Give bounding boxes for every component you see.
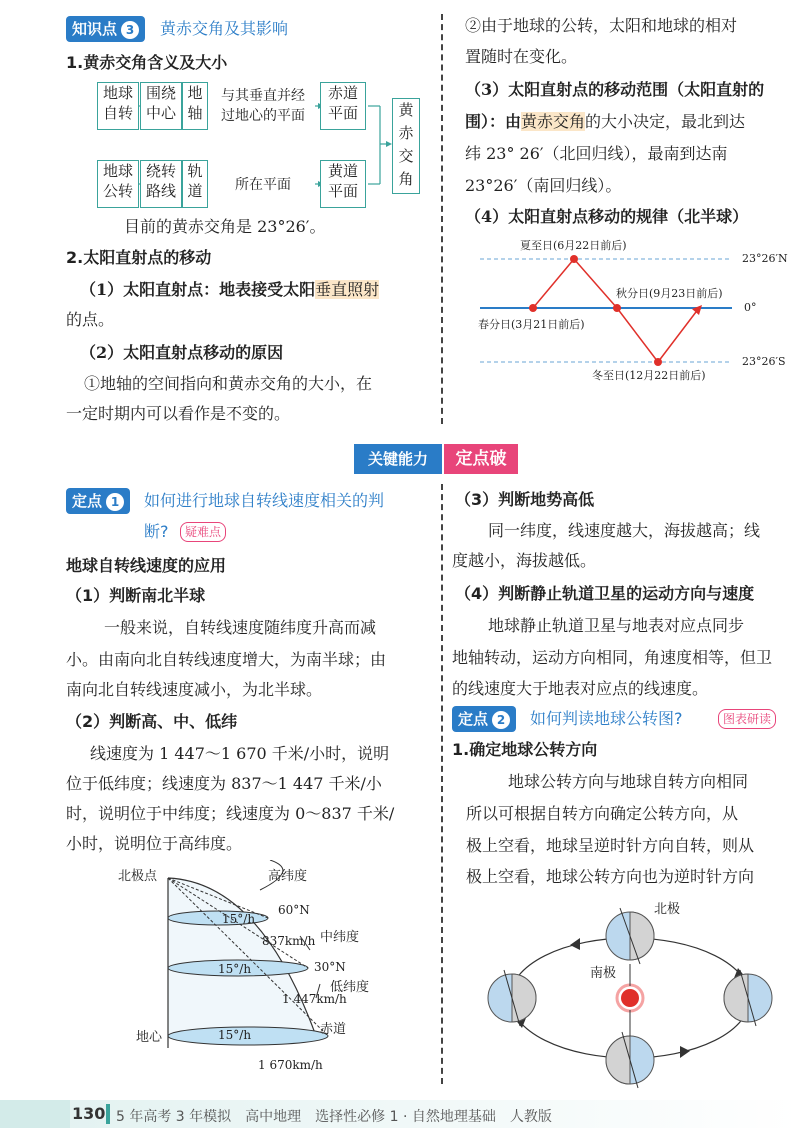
column-divider-top [441, 14, 443, 424]
elevation-heading: （3）判断地势高低 [455, 490, 595, 509]
satellite-line-2: 地轴转动，运动方向相同，角速度相等，但卫 [452, 648, 773, 667]
highlight-obliquity: 黄赤交角 [521, 112, 586, 131]
speed-1670-label: 1 670km/h [258, 1058, 323, 1072]
satellite-line-1: 地球静止轨道卫星与地表对应点同步 [488, 616, 745, 635]
page-number: 130 [72, 1104, 106, 1123]
focus-2-title: 如何判读地球公转图? [530, 709, 683, 728]
speed-1447-label: 1 447km/h [282, 992, 347, 1006]
lat-60-label: 60°N [278, 903, 310, 917]
heading-2: 2.太阳直射点的移动 [66, 248, 212, 267]
reason-2a: ②由于地球的公转，太阳和地球的相对 [465, 16, 738, 35]
direction-line-4: 极上空看，地球公转方向也为逆时针方向 [466, 867, 755, 886]
focus-1-title: 如何进行地球自转线速度相关的判 [144, 491, 385, 510]
heading-1: 1.黄赤交角含义及大小 [66, 53, 228, 72]
box-text: 绕转 [145, 162, 176, 180]
subpoint-1 [80, 280, 379, 300]
tag-number: 1 [106, 493, 124, 511]
perpendicular-plane-text [210, 86, 316, 126]
box-obliquity [392, 98, 420, 194]
lat-30-label: 30°N [314, 960, 346, 974]
box-text: 平面 [327, 182, 358, 200]
subpoint-2: （2）太阳直射点移动的原因 [80, 343, 284, 362]
hemisphere-line-3: 南向北自转线速度减小，为北半球。 [66, 680, 323, 699]
velocity-heading: 地球自转线速度的应用 [66, 556, 227, 575]
chart-reading-stamp: 图表研读 [718, 709, 776, 729]
winter-solstice-label: 冬至日(12月22日前后) [592, 369, 706, 382]
hemisphere-line-1: 一般来说，自转线速度随纬度升高而减 [104, 618, 377, 637]
footer-text: 5 年高考 3 年模拟 高中地理 选择性必修 1 · 自然地理基础 人教版 [116, 1109, 552, 1125]
velocity-figure-drawing [120, 860, 440, 1070]
difficulty-stamp: 疑难点 [180, 522, 226, 542]
focus-1-title-cont: 断? [144, 522, 169, 541]
latitude-line-1: 线速度为 1 447～1 670 千米/小时，说明 [90, 744, 390, 763]
box-axis [182, 82, 208, 130]
tag-number: 2 [492, 711, 510, 729]
direction-heading: 1.确定地球公转方向 [452, 740, 598, 759]
range-north: 纬 23° 26′（北回归线），最南到达南 [465, 144, 728, 163]
box-ecliptic-plane [320, 160, 366, 208]
box-text: 角 [398, 170, 414, 188]
subpoint-4: （4）太阳直射点移动的规律（北半球） [465, 207, 749, 226]
box-text: 地球 [102, 84, 133, 102]
section-title: 黄赤交角及其影响 [160, 19, 289, 38]
highlight-vertical: 垂直照射 [315, 280, 380, 299]
box-text: 平面 [327, 104, 358, 122]
orbit-plane-text: 所在平面 [235, 177, 291, 193]
angle-1-label: 15°/h [222, 912, 256, 926]
box-earth-rotation [97, 82, 139, 130]
reason-1b: 一定时期内可以看作是不变的。 [66, 404, 291, 423]
direction-line-1: 地球公转方向与地球自转方向相同 [508, 772, 749, 791]
box-earth-revolution [97, 160, 139, 208]
diagram-text: 与其垂直并经 [221, 88, 305, 104]
box-text: 黄 [398, 101, 414, 119]
box-text: 公转 [102, 182, 133, 200]
latitude-line-3: 时，说明位于中纬度；线速度为 0～837 千米/ [66, 804, 395, 823]
box-text: 路线 [145, 182, 176, 200]
hemisphere-heading: （1）判断南北半球 [66, 586, 206, 605]
diagram-text: 过地心的平面 [221, 108, 305, 124]
footer-accent [0, 1100, 70, 1128]
range-south: 23°26′（南回归线）。 [465, 176, 622, 195]
autumn-equinox-label: 秋分日(9月23日前后) [616, 287, 723, 300]
range-text [465, 112, 745, 132]
tropic-north-label: 23°26′N [742, 252, 788, 265]
box-text: 自转 [102, 104, 133, 122]
focus-point-2-tag [452, 706, 516, 732]
column-divider-bottom [441, 484, 443, 1084]
north-pole-label: 北极点 [118, 869, 158, 884]
box-text: 道 [187, 182, 203, 200]
box-text: 黄道 [327, 162, 358, 180]
banner-left: 关键能力 [354, 444, 442, 474]
page-number-bar [106, 1104, 110, 1124]
elevation-line-1: 同一纬度，线速度越大，海拔越高；线 [488, 521, 761, 540]
box-orbit-path [140, 160, 182, 208]
box-around-center [140, 82, 182, 130]
angle-3-label: 15°/h [218, 1028, 252, 1042]
hemisphere-line-2: 小。由南向北自转线速度增大，为南半球；由 [66, 650, 387, 669]
subpoint-3: （3）太阳直射点的移动范围（太阳直射的 [465, 80, 765, 99]
banner-right: 定点破 [444, 444, 518, 474]
low-latitude-label: 低纬度 [330, 980, 370, 995]
tag-label: 定点 [72, 492, 103, 510]
equator-label: 0° [744, 301, 757, 314]
box-text: 轴 [187, 104, 203, 122]
box-text: 地 [187, 84, 203, 102]
equator-label: 赤道 [320, 1022, 347, 1037]
tag-number: 3 [121, 21, 139, 39]
box-text: 中心 [145, 104, 176, 122]
subpoint-1-cont: 的点。 [66, 310, 115, 329]
box-orbit [182, 160, 208, 208]
range-prefix: 围）：由 [465, 112, 522, 131]
latitude-line-4: 小时，说明位于高纬度。 [66, 834, 243, 853]
tag-label: 定点 [458, 710, 489, 728]
mid-latitude-label: 中纬度 [320, 930, 360, 945]
high-latitude-label: 高纬度 [268, 869, 308, 884]
tag-label: 知识点 [72, 20, 118, 38]
subpoint-1-text: （1）太阳直射点：地表接受太阳 [80, 280, 316, 299]
range-suffix: 的大小决定，最北到达 [585, 112, 746, 131]
latitude-heading: （2）判断高、中、低纬 [66, 712, 238, 731]
latitude-line-2: 位于低纬度；线速度为 837～1 447 千米/小 [66, 774, 382, 793]
tropic-south-label: 23°26′S [742, 355, 786, 368]
box-text: 轨 [187, 162, 203, 180]
angle-2-label: 15°/h [218, 962, 252, 976]
box-text: 地球 [102, 162, 133, 180]
south-pole-label: 南极 [590, 966, 617, 981]
satellite-heading: （4）判断静止轨道卫星的运动方向与速度 [455, 584, 755, 603]
reason-1a: ①地轴的空间指向和黄赤交角的大小，在 [84, 374, 373, 393]
focus-point-1-tag [66, 488, 130, 514]
current-obliquity: 目前的黄赤交角是 23°26′。 [124, 217, 326, 236]
knowledge-point-tag [66, 16, 145, 42]
box-equatorial-plane [320, 82, 366, 130]
direction-line-3: 极上空看，地球呈逆时针方向自转，则从 [466, 836, 755, 855]
spring-equinox-label: 春分日(3月21日前后) [478, 318, 585, 331]
box-text: 赤道 [327, 84, 358, 102]
direction-line-2: 所以可根据自转方向确定公转方向，从 [466, 804, 739, 823]
elevation-line-2: 度越小，海拔越低。 [452, 551, 597, 570]
box-text: 围绕 [145, 84, 176, 102]
earth-center-label: 地心 [136, 1030, 163, 1045]
speed-837-label: 837km/h [262, 934, 316, 948]
reason-2b: 置随时在变化。 [465, 47, 578, 66]
box-text: 赤 [398, 124, 414, 142]
satellite-line-3: 的线速度大于地表对应点的线速度。 [452, 679, 709, 698]
summer-solstice-label: 夏至日(6月22日前后) [520, 239, 627, 252]
north-pole-label: 北极 [654, 902, 681, 917]
revolution-drawing [470, 890, 800, 1100]
box-text: 交 [398, 147, 414, 165]
